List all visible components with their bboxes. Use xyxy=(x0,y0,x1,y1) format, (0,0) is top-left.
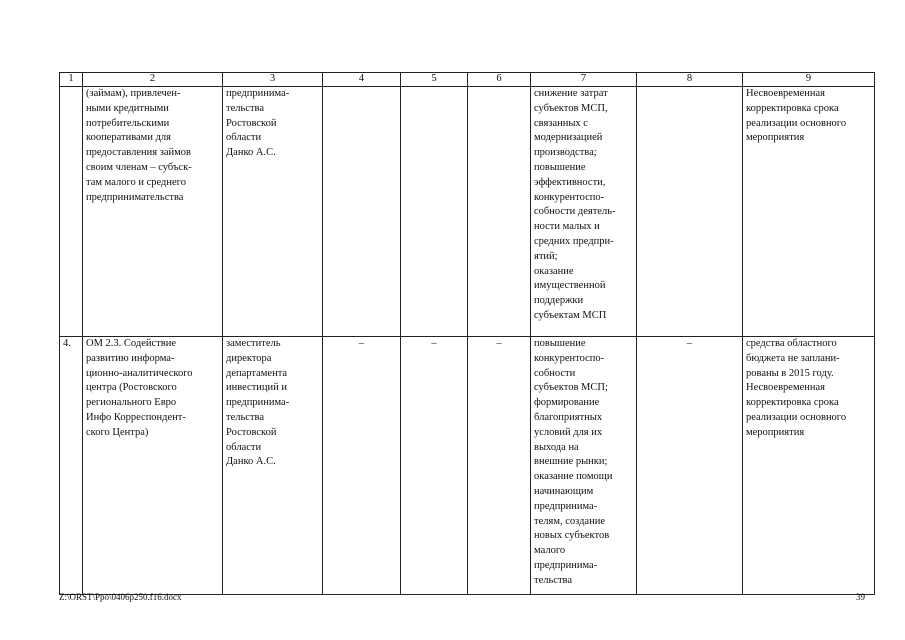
cell-line: имущественной xyxy=(534,280,606,292)
cell-line: поддержки xyxy=(534,295,584,307)
cell-line: Данко А.С. xyxy=(226,456,276,468)
cell-line: там малого и среднего xyxy=(86,176,186,188)
header-cell: 8 xyxy=(637,73,743,87)
cell-line: предоставления займов xyxy=(86,147,191,159)
cell-line: ятий; xyxy=(534,250,558,262)
col6-value: – xyxy=(468,337,531,595)
cell-line: потребительскими xyxy=(86,117,170,129)
header-cell: 1 xyxy=(60,73,83,87)
cell-line: кооперативами для xyxy=(86,132,171,144)
cell-line: Инфо Корреспондент- xyxy=(86,411,186,423)
cell-line: предпринима- xyxy=(226,397,290,409)
cell-line: тельства xyxy=(226,102,265,114)
col8-value xyxy=(637,87,743,337)
cell-line: повышение xyxy=(534,161,586,173)
cell-line: бюджета не заплани- xyxy=(746,352,840,364)
col4-value: – xyxy=(323,337,401,595)
cell-line: инвестиций и xyxy=(226,382,288,394)
col5-value xyxy=(401,87,468,337)
cell-line: мероприятия xyxy=(746,426,805,438)
header-cell: 3 xyxy=(223,73,323,87)
problems-note xyxy=(743,87,875,337)
cell-line: тельства xyxy=(226,411,265,423)
header-cell: 6 xyxy=(468,73,531,87)
cell-line: ОМ 2.3. Содействие xyxy=(86,338,176,349)
cell-line: субъектам МСП xyxy=(534,309,607,321)
cell-line: ности малых и xyxy=(534,221,600,233)
responsible-person xyxy=(223,337,323,595)
cell-line: малого xyxy=(534,545,566,557)
cell-line: реализации основного xyxy=(746,411,847,423)
cell-line: своим членам – субъск- xyxy=(86,161,192,173)
cell-line: области xyxy=(226,441,262,453)
cell-line: ными кредитными xyxy=(86,102,169,114)
cell-line: субъектов МСП; xyxy=(534,382,608,394)
cell-line: формирование xyxy=(534,397,600,409)
table-row xyxy=(60,337,875,595)
cell-line: условий для их xyxy=(534,426,603,438)
cell-line: реализации основного xyxy=(746,117,847,129)
page-number: 39 xyxy=(856,592,865,602)
cell-line: выхода на xyxy=(534,441,579,453)
measure-name xyxy=(83,87,223,337)
cell-line: начинающим xyxy=(534,485,594,497)
header-cell: 7 xyxy=(531,73,637,87)
cell-line: Несвоевременная xyxy=(746,88,825,99)
report-table xyxy=(59,72,875,595)
header-cell: 2 xyxy=(83,73,223,87)
cell-line: Данко А.С. xyxy=(226,147,276,159)
cell-line: корректировка срока xyxy=(746,397,839,409)
row-number xyxy=(60,87,83,337)
cell-line: предпринима- xyxy=(226,88,290,99)
cell-line: области xyxy=(226,132,262,144)
cell-line: развитию информа- xyxy=(86,352,175,364)
cell-line: предпринима- xyxy=(534,500,598,512)
cell-line: собности xyxy=(534,367,576,379)
cell-line: конкурентоспо- xyxy=(534,191,605,203)
cell-line: новых субъектов xyxy=(534,530,610,542)
cell-line: предпринимательства xyxy=(86,191,184,203)
row-number: 4. xyxy=(60,337,83,595)
cell-line: средства областного xyxy=(746,338,837,349)
col5-value: – xyxy=(401,337,468,595)
col4-value xyxy=(323,87,401,337)
measure-name xyxy=(83,337,223,595)
cell-line: субъектов МСП, xyxy=(534,102,608,114)
cell-line: собности деятель- xyxy=(534,206,616,218)
cell-line: повышение xyxy=(534,338,586,349)
cell-line: ционно-аналитического xyxy=(86,367,193,379)
cell-line: конкурентоспо- xyxy=(534,352,605,364)
cell-line: средних предпри- xyxy=(534,235,614,247)
col8-value: – xyxy=(637,337,743,595)
cell-line: заместитель xyxy=(226,338,281,349)
cell-line: снижение затрат xyxy=(534,88,608,99)
cell-line: корректировка срока xyxy=(746,102,839,114)
cell-line: Несвоевременная xyxy=(746,382,825,394)
table-row xyxy=(60,87,875,337)
header-cell: 5 xyxy=(401,73,468,87)
expected-result xyxy=(531,87,637,337)
cell-line: директора xyxy=(226,352,272,364)
expected-result xyxy=(531,337,637,595)
problems-note xyxy=(743,337,875,595)
cell-line: внешние рынки; xyxy=(534,456,608,468)
cell-line: телям, создание xyxy=(534,515,605,527)
cell-line: благоприятных xyxy=(534,411,603,423)
responsible-person xyxy=(223,87,323,337)
cell-line: производства; xyxy=(534,147,597,159)
cell-line: модернизацией xyxy=(534,132,603,144)
document-path: Z:\ORST\Ppo\0406p250.f16.docx xyxy=(59,592,182,602)
cell-line: ского Центра) xyxy=(86,426,149,438)
header-cell: 9 xyxy=(743,73,875,87)
cell-line: Ростовской xyxy=(226,117,277,129)
cell-line: департамента xyxy=(226,367,288,379)
cell-line: оказание xyxy=(534,265,574,277)
cell-line: регионального Евро xyxy=(86,397,177,409)
cell-line: (займам), привлечен- xyxy=(86,88,181,99)
cell-line: Ростовской xyxy=(226,426,277,438)
col6-value xyxy=(468,87,531,337)
cell-line: связанных с xyxy=(534,117,588,129)
cell-line: центра (Ростовского xyxy=(86,382,177,394)
cell-line: эффективности, xyxy=(534,176,606,188)
cell-line: предпринима- xyxy=(534,559,598,571)
cell-line: мероприятия xyxy=(746,132,805,144)
header-cell: 4 xyxy=(323,73,401,87)
cell-line: оказание помощи xyxy=(534,471,613,483)
cell-line: тельства xyxy=(534,574,573,586)
cell-line: рованы в 2015 году. xyxy=(746,367,834,379)
header-row xyxy=(60,73,875,87)
